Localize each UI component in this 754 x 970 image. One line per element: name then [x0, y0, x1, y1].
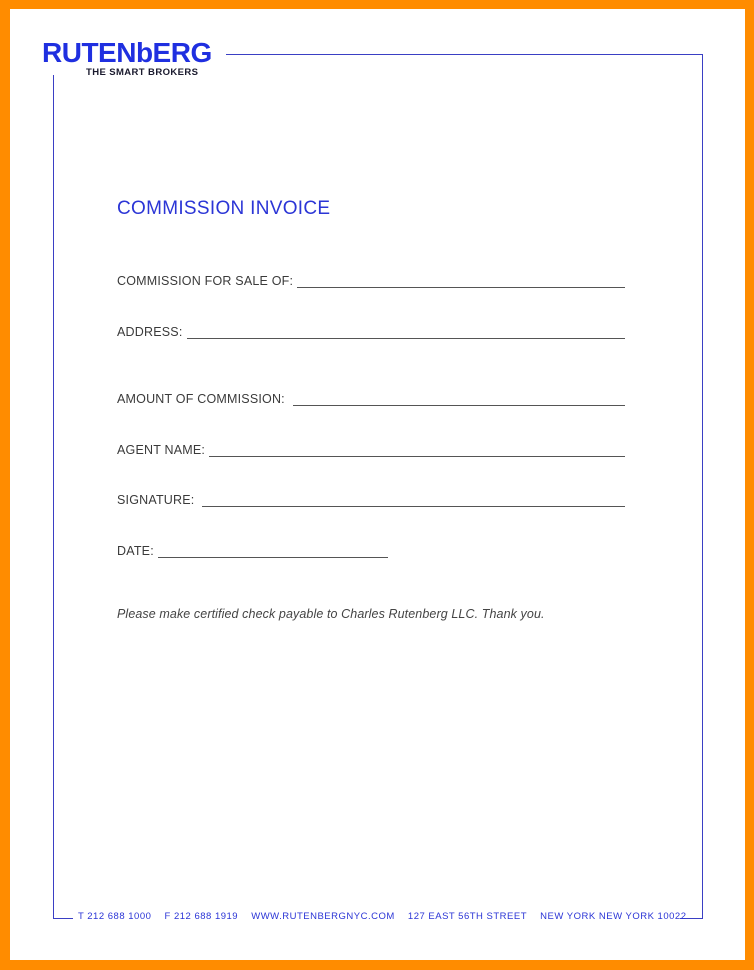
company-logo — [42, 39, 212, 78]
frame-line-right — [702, 54, 703, 919]
address-label: ADDRESS: — [117, 325, 183, 339]
agent-name-label: AGENT NAME: — [117, 443, 206, 457]
footer-fax: F 212 688 1919 — [164, 911, 239, 922]
invoice-title: COMMISSION INVOICE — [117, 198, 331, 219]
signature-field — [117, 489, 625, 507]
amount-field — [117, 388, 625, 406]
date-label: DATE: — [117, 544, 154, 558]
footer-city: NEW YORK NEW YORK 10022 — [540, 911, 687, 922]
sale-of-line[interactable] — [297, 275, 625, 288]
agent-name-line[interactable] — [209, 444, 625, 457]
signature-label: SIGNATURE: — [117, 493, 195, 507]
footer-contact — [78, 911, 696, 922]
frame-line-top — [226, 54, 703, 55]
address-line[interactable] — [187, 326, 625, 339]
footer-phone: T 212 688 1000 — [78, 911, 152, 922]
logo-tagline: THE SMART BROKERS — [86, 67, 199, 78]
amount-line[interactable] — [293, 393, 625, 406]
footer-website[interactable]: WWW.RUTENBERGNYC.COM — [251, 911, 395, 922]
date-field — [117, 540, 388, 558]
agent-name-field — [117, 439, 625, 457]
sale-of-field — [117, 270, 625, 288]
invoice-page — [10, 9, 745, 960]
address-field — [117, 321, 625, 339]
signature-line[interactable] — [202, 494, 625, 507]
logo-name: RUTENbERG — [42, 37, 212, 68]
sale-of-label: COMMISSION FOR SALE OF: — [117, 274, 294, 288]
frame-line-bottom-left — [53, 918, 73, 919]
payment-note: Please make certified check payable to Charles Rutenberg LLC. Thank you. — [117, 607, 545, 621]
footer-street: 127 EAST 56TH STREET — [407, 911, 528, 922]
date-line[interactable] — [158, 545, 388, 558]
amount-label: AMOUNT OF COMMISSION: — [117, 392, 285, 406]
frame-line-left — [53, 75, 54, 919]
